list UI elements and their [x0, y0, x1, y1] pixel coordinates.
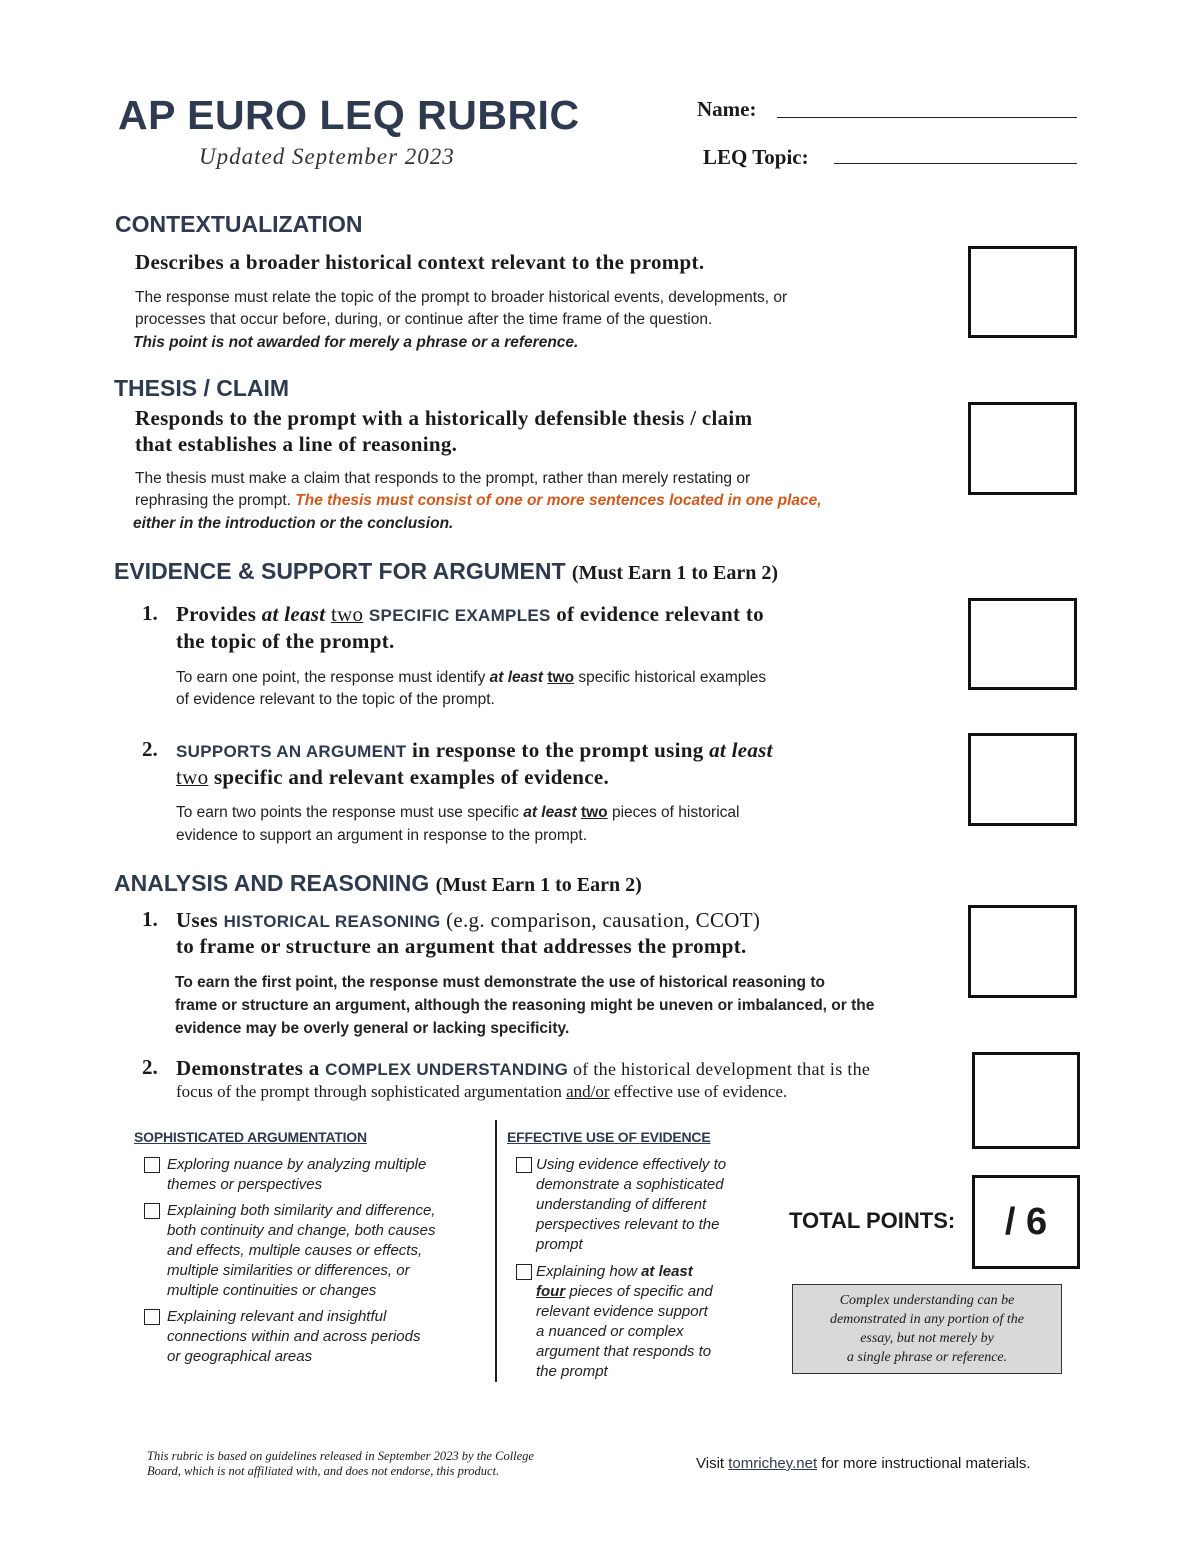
thesis-criterion-2: that establishes a line of reasoning.: [135, 432, 458, 456]
contextualization-criterion: Describes a broader historical context relevant to the prompt.: [135, 250, 705, 274]
analysis-item1-desc-1: To earn the first point, the response must demonstrate the use of historical reasoning to: [175, 974, 825, 991]
page-subtitle: Updated September 2023: [199, 144, 455, 169]
sophisticated-option-1[interactable]: Exploring nuance by analyzing multiple themes or perspectives: [144, 1155, 426, 1195]
effective-option-2[interactable]: Explaining how at least four pieces of specific and relevant evidence support a nuanced or complex argument that responds to the prompt: [516, 1262, 713, 1382]
evidence-item2-desc-1: To earn two points the response must use specific at least two pieces of historical: [176, 804, 740, 821]
evidence-item2-criterion-2: two specific and relevant examples of evidence.: [176, 765, 610, 789]
evidence-item1-desc-1: To earn one point, the response must identify at least two specific historical examples: [176, 669, 767, 686]
analysis-item1-criterion-2: to frame or structure an argument that addresses the prompt.: [176, 934, 747, 958]
analysis-heading: ANALYSIS AND REASONING (Must Earn 1 to Earn 2): [114, 870, 642, 896]
thesis-emphasis-2: either in the introduction or the conclusion.: [133, 515, 454, 532]
analysis-item1-desc-2: frame or structure an argument, although the reasoning might be uneven or imbalanced, or the: [175, 997, 875, 1014]
total-score: / 6: [1004, 1200, 1048, 1243]
thesis-criterion-1: Responds to the prompt with a historically defensible thesis / claim: [135, 406, 753, 430]
contextualization-score-box[interactable]: [968, 246, 1077, 338]
evidence-item1-number: 1.: [142, 601, 158, 625]
leq-topic-field[interactable]: [834, 163, 1077, 164]
contextualization-desc-1: The response must relate the topic of the prompt to broader historical events, developments, or: [135, 289, 788, 306]
checkbox[interactable]: [516, 1264, 532, 1280]
thesis-score-box[interactable]: [968, 402, 1077, 495]
thesis-desc-2: rephrasing the prompt. The thesis must consist of one or more sentences located in one place,: [135, 492, 822, 509]
analysis-item2-criterion-2: focus of the prompt through sophisticated argumentation and/or effective use of evidence.: [176, 1082, 788, 1101]
checkbox[interactable]: [144, 1157, 160, 1173]
evidence-item1-criterion: Provides at least two SPECIFIC EXAMPLES of evidence relevant to: [176, 602, 764, 626]
effective-evidence-heading: EFFECTIVE USE OF EVIDENCE: [507, 1129, 711, 1145]
analysis-item2-number: 2.: [142, 1055, 158, 1079]
evidence-item1-criterion-2: the topic of the prompt.: [176, 629, 395, 653]
evidence-item1-desc-2: of evidence relevant to the topic of the prompt.: [176, 691, 495, 708]
total-score-box[interactable]: [972, 1175, 1080, 1269]
effective-option-1[interactable]: Using evidence effectively to demonstrate a sophisticated understanding of different perspectives relevant to the prompt: [516, 1155, 726, 1255]
analysis-item1-score-box[interactable]: [968, 905, 1077, 998]
evidence-heading-note: (Must Earn 1 to Earn 2): [571, 562, 779, 584]
thesis-desc-1: The thesis must make a claim that responds to the prompt, rather than merely restating or: [135, 470, 751, 487]
analysis-item1-desc-3: evidence may be overly general or lacking specificity.: [175, 1020, 570, 1037]
complex-understanding-note: Complex understanding can be demonstrated in any portion of the essay, but not merely by a single phrase or reference.: [792, 1284, 1062, 1374]
tomrichey-link[interactable]: tomrichey.net: [728, 1455, 818, 1472]
contextualization-heading: CONTEXTUALIZATION: [115, 211, 363, 237]
evidence-heading: EVIDENCE & SUPPORT FOR ARGUMENT (Must Earn 1 to Earn 2): [114, 558, 779, 584]
page-title: AP EURO LEQ RUBRIC: [118, 92, 580, 138]
leq-topic-label: LEQ Topic:: [703, 145, 809, 169]
checkbox[interactable]: [516, 1157, 532, 1173]
evidence-item2-number: 2.: [142, 737, 158, 761]
analysis-item2-criterion: Demonstrates a COMPLEX UNDERSTANDING of the historical development that is the: [176, 1056, 871, 1080]
sophisticated-argumentation-heading: SOPHISTICATED ARGUMENTATION: [134, 1129, 367, 1145]
evidence-item2-score-box[interactable]: [968, 733, 1077, 826]
name-label: Name:: [697, 97, 757, 121]
evidence-item2-desc-2: evidence to support an argument in response to the prompt.: [176, 827, 587, 844]
contextualization-desc-2: processes that occur before, during, or continue after the time frame of the question.: [135, 311, 713, 328]
analysis-item2-score-box[interactable]: [972, 1052, 1080, 1149]
total-points-label: TOTAL POINTS:: [789, 1208, 956, 1233]
contextualization-warning: This point is not awarded for merely a phrase or a reference.: [133, 334, 579, 351]
sophisticated-option-2[interactable]: Explaining both similarity and difference, both continuity and change, both causes and effects, multiple causes or effects, multiple similarities or differences, or multiple continuities or changes: [144, 1201, 436, 1301]
sophisticated-option-3[interactable]: Explaining relevant and insightful connections within and across periods or geographical areas: [144, 1307, 420, 1367]
name-field[interactable]: [777, 117, 1077, 118]
column-divider: [495, 1120, 497, 1382]
evidence-item2-criterion: SUPPORTS AN ARGUMENT in response to the prompt using at least: [176, 738, 773, 762]
analysis-item1-number: 1.: [142, 907, 158, 931]
thesis-emphasis: The thesis must consist of one or more sentences located in one place,: [295, 492, 822, 509]
thesis-heading: THESIS / CLAIM: [114, 375, 290, 401]
footer-disclaimer: This rubric is based on guidelines released in September 2023 by the College Board, which is not affiliated with, and does not endorse, this product.: [147, 1449, 534, 1478]
footer-visit: Visit tomrichey.net for more instructional materials.: [696, 1455, 1031, 1472]
checkbox[interactable]: [144, 1203, 160, 1219]
analysis-item1-criterion: Uses HISTORICAL REASONING (e.g. comparison, causation, CCOT): [176, 908, 761, 932]
analysis-heading-note: (Must Earn 1 to Earn 2): [435, 874, 642, 896]
checkbox[interactable]: [144, 1309, 160, 1325]
evidence-item1-score-box[interactable]: [968, 598, 1077, 690]
